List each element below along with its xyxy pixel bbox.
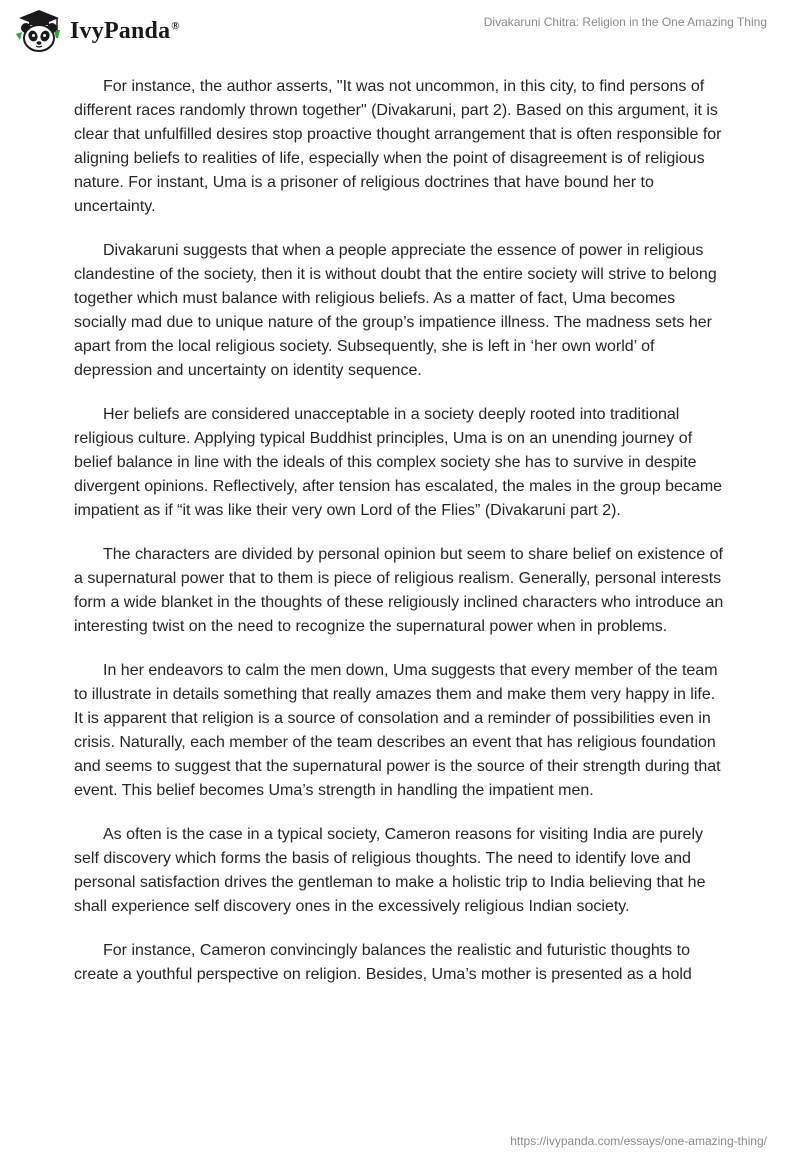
ivypanda-logo[interactable] xyxy=(14,8,180,54)
essay-body xyxy=(74,75,724,1007)
page-header xyxy=(0,0,800,60)
paragraph: As often is the case in a typical society, Cameron reasons for visiting India are purely self discovery which forms the basis of religious thoughts. The need to identify love and personal satisfaction drives the gentleman to make a holistic trip to India believing that he shall experience self discovery ones in the excessively religious Indian society. xyxy=(74,826,706,915)
paragraph: Divakaruni suggests that when a people appreciate the essence of power in religious clandestine of the society, then it is without doubt that the entire society will strive to belong together which must balance with religious beliefs. As a matter of fact, Uma becomes socially mad due to unique nature of the group’s impatience illness. The madness sets her apart from the local religious society. Subsequently, she is left in ‘her own world’ of depression and uncertainty on identity sequence. xyxy=(74,242,717,379)
paragraph: For instance, the author asserts, "It was not uncommon, in this city, to find persons of different races randomly thrown together" (Divakaruni, part 2). Based on this argument, it is clear that unfulfilled desires stop proactive thought arrangement that is often responsible for aligning beliefs to realities of life, especially when the point of disagreement is of religious nature. For instant, Uma is a prisoner of religious doctrines that have bound her to uncertainty. xyxy=(74,78,722,215)
brand-name: IvyPanda® xyxy=(70,17,180,44)
paragraph: Her beliefs are considered unacceptable in a society deeply rooted into traditional religious culture. Applying typical Buddhist principles, Uma is on an unending journey of belief balance in line with the ideals of this complex society she has to survive in despite divergent opinions. Reflectively, after tension has escalated, the males in the group became impatient as if “it was like their very own Lord of the Flies” (Divakaruni part 2). xyxy=(74,406,723,519)
paragraph: In her endeavors to calm the men down, Uma suggests that every member of the team to illustrate in details something that really amazes them and make them very happy in life. It is apparent that religion is a source of consolation and a reminder of possibilities even in crisis. Naturally, each member of the team describes an event that has religious foundation and seems to suggest that the supernatural power is the source of their strength during that event. This belief becomes Uma’s strength in handling the impatient men. xyxy=(74,662,721,799)
panda-graduation-cap-icon xyxy=(14,8,64,54)
document-title: Divakaruni Chitra: Religion in the One Amazing Thing xyxy=(483,15,767,29)
paragraph: For instance, Cameron convincingly balances the realistic and futuristic thoughts to create a youthful perspective on religion. Besides, Uma’s mother is presented as a hold xyxy=(74,942,692,983)
source-url[interactable]: https://ivypanda.com/essays/one-amazing-thing/ xyxy=(510,1134,767,1148)
registered-mark: ® xyxy=(171,19,180,32)
paragraph: The characters are divided by personal opinion but seem to share belief on existence of a supernatural power that to them is piece of religious realism. Generally, personal interests form a wide blanket in the thoughts of these religiously inclined characters who introduce an interesting twist on the need to recognize the supernatural power when in problems. xyxy=(74,546,724,635)
